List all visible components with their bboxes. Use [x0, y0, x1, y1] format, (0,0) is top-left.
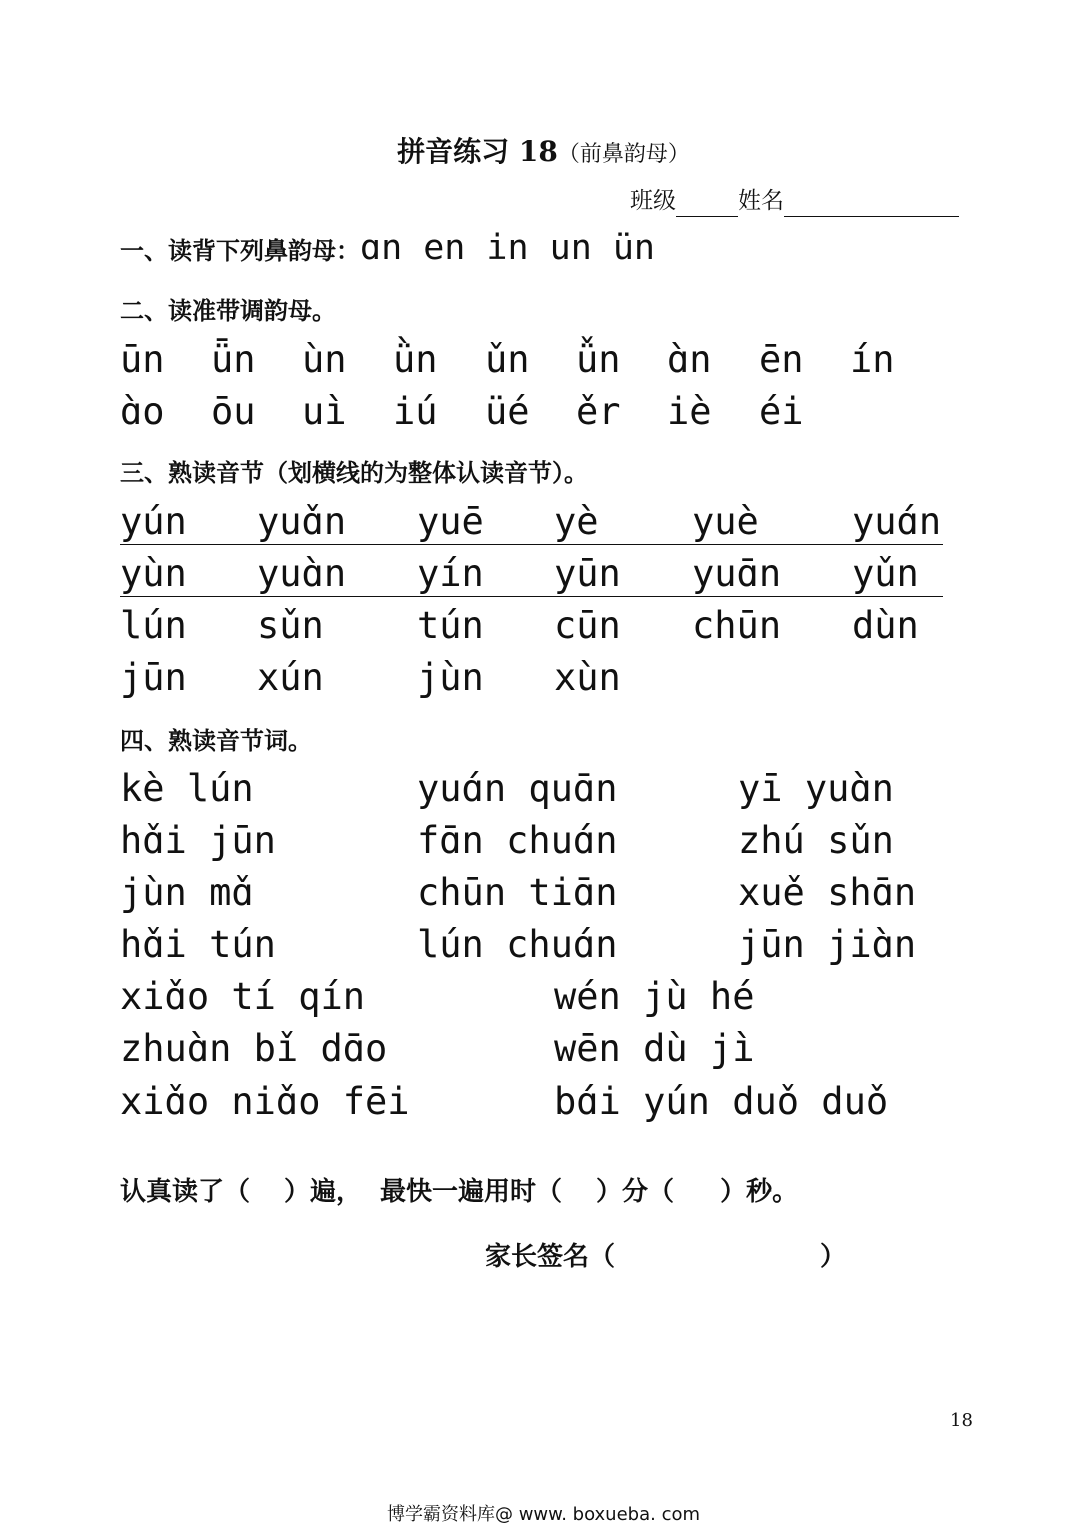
class-label: 班级	[630, 188, 676, 214]
whole-syllable-row	[120, 500, 943, 545]
syllable-row	[120, 604, 943, 648]
toned-final: ɑ̀o	[120, 390, 165, 433]
page-number: 18	[950, 1410, 973, 1431]
watermark: 博学霸资料库@ www. boxueba. com	[386, 1504, 701, 1525]
word-row	[120, 767, 943, 811]
title-subtitle: （前鼻韵母）	[557, 142, 690, 167]
word-row	[120, 819, 943, 863]
page-title	[0, 132, 1087, 175]
minutes-unit: ）分（	[596, 1177, 675, 1207]
toned-finals-row	[120, 390, 943, 434]
syllable: jùn	[417, 656, 484, 699]
phrase-row	[120, 975, 943, 1019]
parent-signature	[485, 1237, 846, 1277]
syllable: xùn	[554, 656, 621, 699]
syllable: sǔn	[257, 604, 324, 647]
syllable-word: yī yuɑ̀n	[738, 767, 894, 810]
syllable-phrase: bɑ́i yún duǒ duǒ	[554, 1080, 889, 1123]
syllable: yuɑ̀n	[257, 552, 347, 595]
syllable: jūn	[120, 656, 187, 699]
toned-final: ūn	[120, 338, 165, 381]
toned-final: iè	[667, 390, 712, 433]
toned-final: ùn	[302, 338, 347, 381]
toned-final: üé	[485, 390, 530, 433]
toned-final: ǔn	[485, 338, 530, 381]
section-1-finals: ɑn en in un ün	[360, 228, 656, 268]
syllable-word: kè lún	[120, 767, 254, 810]
phrase-row	[120, 1027, 943, 1071]
syllable: yūn	[554, 552, 621, 595]
syllable-word: hɑ̌i jūn	[120, 819, 276, 862]
section-2-heading: 二、读准带调韵母。	[120, 296, 336, 325]
toned-final: ēn	[759, 338, 804, 381]
syllable-phrase: xiɑ̌o niɑ̌o fēi	[120, 1080, 410, 1123]
toned-final: ǚn	[576, 338, 621, 381]
signature-close: ）	[820, 1242, 847, 1272]
syllable: yún	[120, 500, 187, 543]
syllable: xún	[257, 656, 324, 699]
toned-final: ōu	[211, 390, 256, 433]
syllable-word: hɑ̌i tún	[120, 923, 276, 966]
syllable: yuē	[417, 500, 484, 543]
syllable-word: yuɑ́n quɑ̄n	[417, 767, 618, 810]
syllable-phrase: wén jù hé	[554, 975, 755, 1018]
syllable: yuɑ̄n	[692, 552, 782, 595]
syllable-phrase: wēn dù jì	[554, 1027, 755, 1070]
syllable: yè	[554, 500, 599, 543]
toned-final: éi	[759, 390, 804, 433]
toned-final: ín	[850, 338, 895, 381]
syllable-word: xuě shɑ̄n	[738, 871, 917, 914]
name-label: 姓名	[738, 188, 784, 214]
toned-finals-row	[120, 338, 943, 382]
syllable: lún	[120, 604, 187, 647]
section-4-heading: 四、熟读音节词。	[120, 726, 312, 755]
section-3-heading: 三、熟读音节（划横线的为整体认读音节）。	[120, 458, 588, 487]
seconds-unit: ）秒。	[720, 1177, 799, 1207]
syllable-word: chūn tiɑ̄n	[417, 871, 618, 914]
syllable-word: jūn jiɑ̀n	[738, 923, 917, 966]
class-blank[interactable]	[676, 192, 738, 217]
signature-label: 家长签名（	[485, 1242, 616, 1272]
toned-final: ǜn	[393, 338, 438, 381]
syllable-word: zhú sǔn	[738, 819, 894, 862]
syllable: chūn	[692, 604, 782, 647]
toned-final: ǖn	[211, 338, 256, 381]
toned-final: ɑ̀n	[667, 338, 712, 381]
class-name-line	[630, 185, 959, 217]
reading-record	[120, 1172, 798, 1212]
fastest-time-label: 最快一遍用时（	[380, 1177, 563, 1207]
syllable: tún	[417, 604, 484, 647]
syllable: dùn	[852, 604, 919, 647]
syllable-word: jùn mɑ̌	[120, 871, 254, 914]
syllable: yín	[417, 552, 484, 595]
name-blank[interactable]	[784, 192, 959, 217]
read-count-unit: ）遍，	[284, 1177, 363, 1207]
syllable-word: fɑ̄n chuɑ́n	[417, 819, 618, 862]
syllable-phrase: zhuɑ̀n bǐ dɑ̄o	[120, 1027, 388, 1070]
toned-final: uì	[302, 390, 347, 433]
word-row	[120, 923, 943, 967]
title-main: 拼音练习 18	[397, 135, 558, 168]
toned-final: ěr	[576, 390, 621, 433]
section-1-heading: 一、读背下列鼻韵母：	[120, 236, 360, 265]
syllable: cūn	[554, 604, 621, 647]
word-row	[120, 871, 943, 915]
whole-syllable-row	[120, 552, 943, 597]
syllable-phrase: xiɑ̌o tí qín	[120, 975, 366, 1018]
section-1	[120, 230, 655, 269]
syllable-word: lún chuɑ́n	[417, 923, 618, 966]
syllable-row	[120, 656, 943, 700]
toned-final: iú	[393, 390, 438, 433]
syllable: yuɑ́n	[852, 500, 942, 543]
syllable: yǔn	[852, 552, 919, 595]
read-count-label: 认真读了（	[120, 1177, 251, 1207]
phrase-row	[120, 1080, 943, 1124]
syllable: yùn	[120, 552, 187, 595]
syllable: yuè	[692, 500, 759, 543]
syllable: yuɑ̌n	[257, 500, 347, 543]
